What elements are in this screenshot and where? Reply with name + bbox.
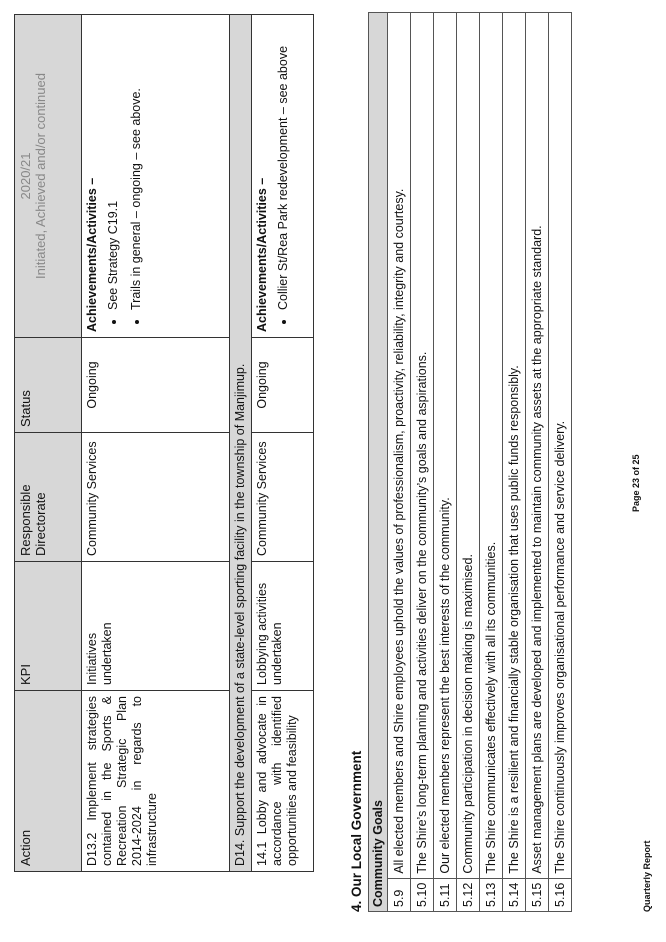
goal-row — [503, 13, 526, 912]
goal-row — [457, 13, 480, 912]
section-d14: D14. Support the development of a state-level sporting facility in the township of Manjimup. — [230, 15, 252, 872]
goal-text: The Shire’s long-term planning and activities deliver on the community’s goals and aspirations. — [411, 13, 434, 879]
achievements-title: Achievements/Activities – — [255, 177, 269, 332]
action-cell: D13.2 Implement strategies contained in the Sports & Recreation Strategic Plan 2014-2024 in regards to infrastructure — [82, 691, 230, 872]
footer-report-title: Quarterly Report — [642, 840, 652, 912]
section-title: 4. Our Local Government — [349, 750, 364, 912]
header-status: Status — [15, 338, 82, 433]
kpi-cell: Lobbying activities undertaken — [252, 562, 314, 691]
goal-number: 5.14 — [503, 878, 526, 911]
goal-number: 5.12 — [457, 878, 480, 911]
goals-header-row — [369, 13, 388, 912]
status-cell: Ongoing — [252, 338, 314, 433]
goal-row — [388, 13, 411, 912]
community-goals-table — [368, 12, 572, 912]
header-action: Action — [15, 691, 82, 872]
goal-row — [434, 13, 457, 912]
section-row — [230, 15, 252, 872]
header-year-sub: Initiated, Achieved and/or continued — [33, 73, 48, 279]
goal-row — [526, 13, 549, 912]
header-kpi: KPI — [15, 562, 82, 691]
header-directorate: Responsible Directorate — [15, 433, 82, 562]
directorate-cell: Community Services — [252, 433, 314, 562]
status-cell: Ongoing — [82, 338, 230, 433]
goal-text: Community participation in decision making is maximised. — [457, 13, 480, 879]
header-year-label: 2020/21 — [18, 152, 33, 200]
directorate-cell: Community Services — [82, 433, 230, 562]
achievements-list — [106, 20, 144, 332]
goals-header: Community Goals — [369, 13, 388, 912]
achievement-item: • See Strategy C19.1 — [106, 20, 121, 310]
goal-text: The Shire continuously improves organisational performance and service delivery. — [549, 13, 572, 879]
achievements-list — [276, 20, 291, 332]
achievements-cell — [82, 15, 230, 338]
achievement-item: • Collier St/Rea Park redevelopment – see above — [276, 20, 291, 310]
action-cell: 14.1 Lobby and advocate in accordance with identified opportunities and feasibility — [252, 691, 314, 872]
kpi-row — [82, 15, 230, 872]
goal-number: 5.13 — [480, 878, 503, 911]
kpi-row — [252, 15, 314, 872]
kpi-header-row — [15, 15, 82, 872]
goal-text: Asset management plans are developed and implemented to maintain community assets at the appropriate standard. — [526, 13, 549, 879]
goal-row — [549, 13, 572, 912]
achievements-cell — [252, 15, 314, 338]
footer-page-number: Page 23 of 25 — [631, 454, 641, 512]
goal-text: The Shire is a resilient and financially stable organisation that uses public funds responsibly. — [503, 13, 526, 879]
goal-text: Our elected members represent the best interests of the community. — [434, 13, 457, 879]
kpi-cell: Initiatives undertaken — [82, 562, 230, 691]
goal-number: 5.16 — [549, 878, 572, 911]
goal-text: The Shire communicates effectively with all its communities. — [480, 13, 503, 879]
achievements-title: Achievements/Activities – — [85, 177, 99, 332]
goal-row — [411, 13, 434, 912]
goal-number: 5.15 — [526, 878, 549, 911]
goal-number: 5.10 — [411, 878, 434, 911]
goal-number: 5.9 — [388, 878, 411, 911]
header-year — [15, 15, 82, 338]
goal-number: 5.11 — [434, 878, 457, 911]
kpi-table — [14, 14, 314, 872]
goal-row — [480, 13, 503, 912]
achievement-item: • Trails in general – ongoing – see above. — [129, 20, 144, 310]
goal-text: All elected members and Shire employees uphold the values of professionalism, proactivity, reliability, integrity and courtesy. — [388, 13, 411, 879]
